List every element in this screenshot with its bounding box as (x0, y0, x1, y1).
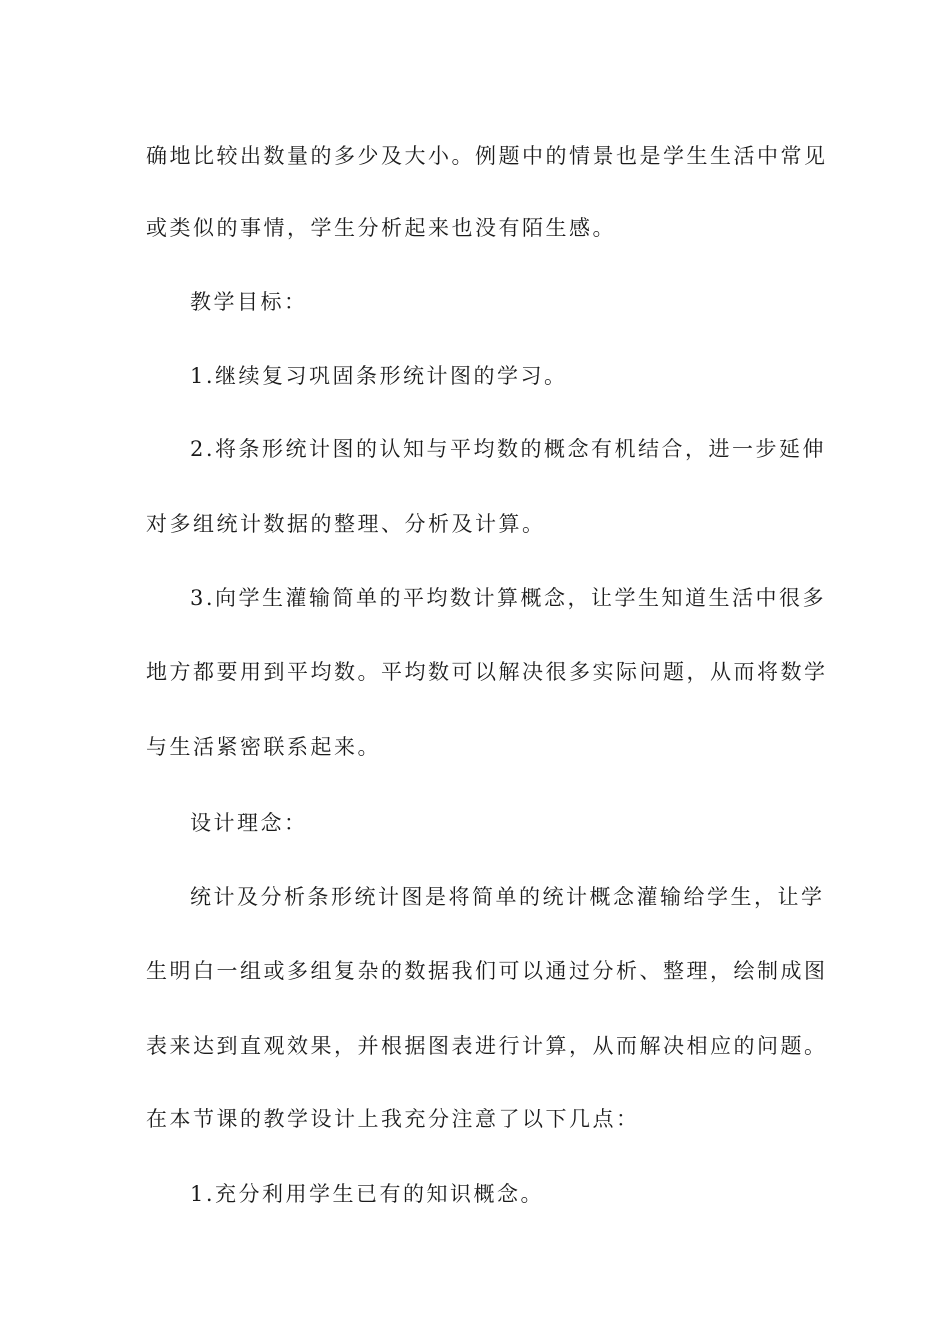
body-text-line: 在本节课的教学设计上我充分注意了以下几点： (146, 1107, 640, 1131)
body-text-line: 生明白一组或多组复杂的数据我们可以通过分析、整理，绘制成图 (146, 959, 828, 983)
body-text-line: 表来达到直观效果，并根据图表进行计算，从而解决相应的问题。 (146, 1034, 828, 1058)
list-item: 1.继续复习巩固条形统计图的学习。 (190, 364, 568, 388)
body-text-line: 或类似的事情，学生分析起来也没有陌生感。 (146, 216, 616, 240)
body-text-line: 地方都要用到平均数。平均数可以解决很多实际问题，从而将数学 (146, 660, 828, 684)
section-heading: 设计理念： (190, 811, 308, 835)
body-text-line: 确地比较出数量的多少及大小。例题中的情景也是学生生活中常见 (146, 144, 828, 168)
body-text-line: 统计及分析条形统计图是将简单的统计概念灌输给学生，让学 (190, 885, 825, 909)
list-item: 3.向学生灌输简单的平均数计算概念，让学生知道生活中很多 (190, 586, 827, 610)
body-text-line: 与生活紧密联系起来。 (146, 735, 381, 759)
list-item: 2.将条形统计图的认知与平均数的概念有机结合，进一步延伸 (190, 437, 827, 461)
section-heading: 教学目标： (190, 290, 308, 314)
list-item: 1.充分利用学生已有的知识概念。 (190, 1182, 545, 1206)
body-text-line: 对多组统计数据的整理、分析及计算。 (146, 512, 546, 536)
